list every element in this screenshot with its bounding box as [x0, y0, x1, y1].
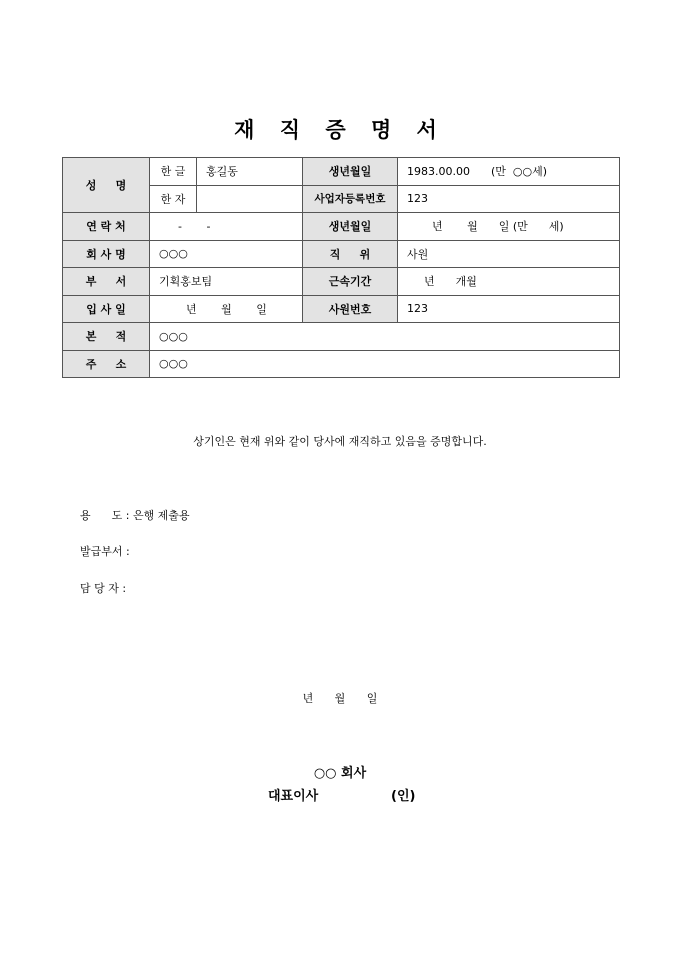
join-date-value: 년 월 일: [150, 295, 303, 323]
company-name: ○○ 회사: [313, 766, 367, 781]
birth-date-label-2: 생년월일: [303, 213, 398, 241]
employee-number-value: 123: [398, 295, 620, 323]
ceo-label: 대표이사: [268, 789, 319, 804]
hanja-label: 한 자: [150, 185, 197, 213]
manager-line: [80, 580, 126, 596]
business-number-label: 사업자등록번호: [303, 185, 398, 213]
department-value: 기획홍보팀: [150, 268, 303, 296]
table-row: [63, 295, 620, 323]
table-row: [63, 323, 620, 351]
table-row: [63, 240, 620, 268]
business-number-value: 123: [398, 185, 620, 213]
purpose-line: [80, 507, 190, 523]
hanja-name-value: [197, 185, 303, 213]
employee-info-table: [62, 157, 620, 378]
contact-value: - -: [150, 213, 303, 241]
manager-label: 담 당 자 :: [80, 582, 127, 595]
table-row: [63, 350, 620, 378]
hangul-name-value: 홍길동: [197, 158, 303, 186]
issuer-label: 발급부서 :: [80, 545, 130, 558]
birth-date-value: 1983.00.00 (만 ○○세): [398, 158, 620, 186]
issuer-line: [80, 543, 130, 559]
purpose-label: 용 도 :: [80, 509, 130, 522]
contact-label: 연 락 처: [63, 213, 150, 241]
position-label: 직 위: [303, 240, 398, 268]
department-label: 부 서: [63, 268, 150, 296]
company-name-value: ○○○: [150, 240, 303, 268]
purpose-value: 은행 제출용: [132, 509, 190, 522]
name-label: 성 명: [63, 158, 150, 213]
address-value: ○○○: [150, 350, 620, 378]
domicile-label: 본 적: [63, 323, 150, 351]
birth-date-value-2: 년 월 일 (만 세): [398, 213, 620, 241]
domicile-value: ○○○: [150, 323, 620, 351]
join-date-label: 입 사 일: [63, 295, 150, 323]
table-row: [63, 268, 620, 296]
table-row: [63, 158, 620, 186]
hangul-label: 한 글: [150, 158, 197, 186]
issue-date: 년 월 일: [302, 692, 378, 705]
certification-statement: 상기인은 현재 위와 같이 당사에 재직하고 있음을 증명합니다.: [193, 435, 487, 448]
position-value: 사원: [398, 240, 620, 268]
seal-label: (인): [391, 789, 416, 804]
table-row: [63, 213, 620, 241]
employee-number-label: 사원번호: [303, 295, 398, 323]
company-name-label: 회 사 명: [63, 240, 150, 268]
tenure-value: 년 개월: [398, 268, 620, 296]
birth-date-label: 생년월일: [303, 158, 398, 186]
address-label: 주 소: [63, 350, 150, 378]
tenure-label: 근속기간: [303, 268, 398, 296]
document-title: 재 직 증 명 서: [234, 118, 446, 142]
